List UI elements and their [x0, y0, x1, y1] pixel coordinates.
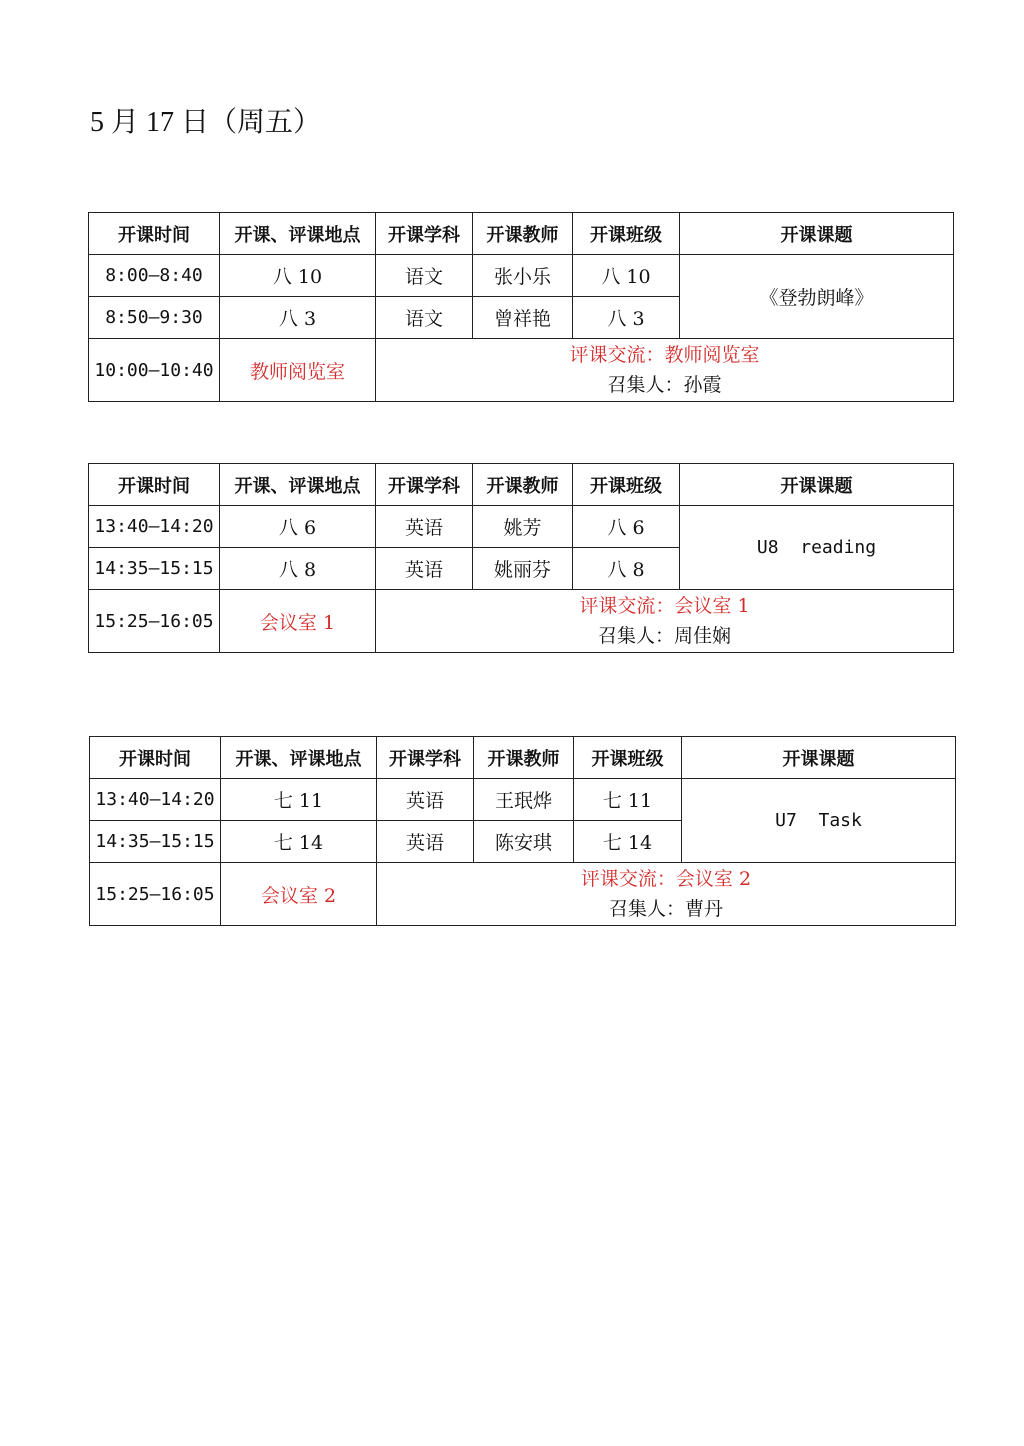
header-location: 开课、评课地点 [221, 737, 377, 779]
table-row [89, 506, 954, 548]
cell-eval-details [376, 339, 954, 402]
table-header-row [89, 464, 954, 506]
cell-location: 八 8 [220, 548, 376, 590]
cell-time: 8:00—8:40 [89, 255, 220, 297]
header-teacher: 开课教师 [474, 737, 574, 779]
header-subject: 开课学科 [376, 213, 473, 255]
cell-teacher: 姚丽芬 [473, 548, 573, 590]
header-topic: 开课课题 [680, 464, 954, 506]
cell-teacher: 曾祥艳 [473, 297, 573, 339]
cell-teacher: 张小乐 [473, 255, 573, 297]
header-teacher: 开课教师 [473, 464, 573, 506]
cell-class: 八 6 [573, 506, 680, 548]
header-location: 开课、评课地点 [220, 213, 376, 255]
evaluation-row [89, 339, 954, 402]
header-location: 开课、评课地点 [220, 464, 376, 506]
cell-teacher: 王珉烨 [474, 779, 574, 821]
schedule-table-3 [89, 736, 956, 926]
header-class: 开课班级 [573, 464, 680, 506]
cell-time: 14:35—15:15 [90, 821, 221, 863]
schedule-table-1 [88, 212, 954, 402]
cell-class: 八 3 [573, 297, 680, 339]
cell-time: 13:40—14:20 [89, 506, 220, 548]
header-topic: 开课课题 [682, 737, 956, 779]
eval-convener: 召集人：曹丹 [608, 898, 723, 920]
eval-convener: 召集人：孙霞 [607, 374, 722, 396]
cell-location: 八 10 [220, 255, 376, 297]
cell-class: 八 10 [573, 255, 680, 297]
header-topic: 开课课题 [680, 213, 954, 255]
header-subject: 开课学科 [377, 737, 474, 779]
cell-teacher: 陈安琪 [474, 821, 574, 863]
cell-location: 七 14 [221, 821, 377, 863]
cell-teacher: 姚芳 [473, 506, 573, 548]
cell-eval-time: 15:25—16:05 [89, 590, 220, 653]
header-class: 开课班级 [574, 737, 682, 779]
cell-subject: 英语 [377, 779, 474, 821]
cell-location: 八 6 [220, 506, 376, 548]
table-row [89, 255, 954, 297]
cell-eval-time: 10:00—10:40 [89, 339, 220, 402]
header-subject: 开课学科 [376, 464, 473, 506]
cell-location: 七 11 [221, 779, 377, 821]
eval-convener: 召集人：周佳娴 [597, 625, 731, 647]
eval-exchange: 评课交流：会议室 1 [579, 595, 750, 617]
cell-time: 8:50—9:30 [89, 297, 220, 339]
header-class: 开课班级 [573, 213, 680, 255]
table-header-row [89, 213, 954, 255]
cell-class: 七 14 [574, 821, 682, 863]
cell-topic: U7 Task [682, 779, 956, 863]
header-time: 开课时间 [89, 213, 220, 255]
header-time: 开课时间 [90, 737, 221, 779]
cell-time: 14:35—15:15 [89, 548, 220, 590]
cell-eval-details [377, 863, 956, 926]
header-teacher: 开课教师 [473, 213, 573, 255]
evaluation-row [89, 590, 954, 653]
cell-eval-details [376, 590, 954, 653]
page-title: 5 月 17 日（周五） [90, 107, 322, 138]
cell-topic: 《登勃朗峰》 [680, 255, 954, 339]
schedule-table-2 [88, 463, 954, 653]
cell-subject: 英语 [376, 506, 473, 548]
cell-class: 七 11 [574, 779, 682, 821]
cell-class: 八 8 [573, 548, 680, 590]
eval-exchange: 评课交流：教师阅览室 [569, 344, 760, 366]
cell-topic: U8 reading [680, 506, 954, 590]
evaluation-row [90, 863, 956, 926]
table-header-row [90, 737, 956, 779]
cell-location: 八 3 [220, 297, 376, 339]
cell-subject: 英语 [377, 821, 474, 863]
table-row [90, 779, 956, 821]
cell-subject: 语文 [376, 255, 473, 297]
cell-time: 13:40—14:20 [90, 779, 221, 821]
cell-subject: 英语 [376, 548, 473, 590]
cell-eval-time: 15:25—16:05 [90, 863, 221, 926]
cell-eval-location: 教师阅览室 [220, 339, 376, 402]
cell-subject: 语文 [376, 297, 473, 339]
header-time: 开课时间 [89, 464, 220, 506]
eval-exchange: 评课交流：会议室 2 [580, 868, 752, 890]
cell-eval-location: 会议室 1 [220, 590, 376, 653]
cell-eval-location: 会议室 2 [221, 863, 377, 926]
